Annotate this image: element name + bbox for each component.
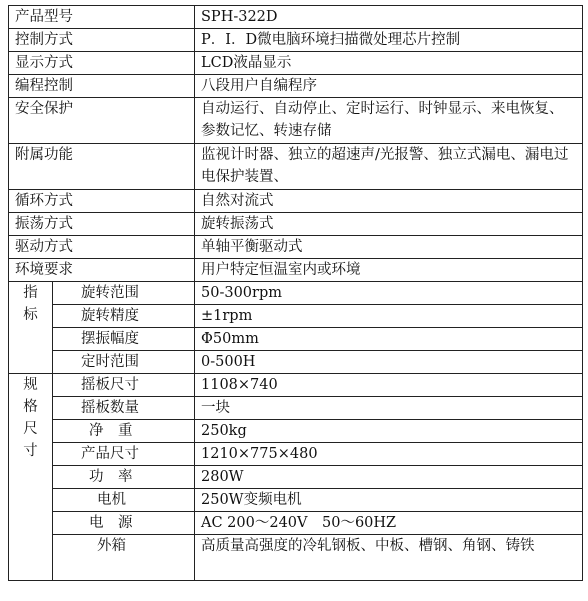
group-label-char: 指 — [23, 285, 38, 301]
row-label: 驱动方式 — [9, 236, 195, 259]
spec-table — [8, 5, 583, 581]
row-label: 摇板尺寸 — [53, 374, 195, 397]
table-row — [9, 374, 583, 397]
row-label: 外箱 — [53, 535, 195, 581]
row-label: 电机 — [53, 489, 195, 512]
table-row — [9, 190, 583, 213]
table-row — [9, 305, 583, 328]
specs-group-label — [9, 374, 53, 581]
row-value: ±1rpm — [195, 305, 583, 328]
row-label: 电 源 — [53, 512, 195, 535]
row-label: 附属功能 — [9, 144, 195, 190]
table-row — [9, 489, 583, 512]
group-label-char: 尺 — [23, 421, 38, 437]
row-value: 用户特定恒温室内或环境 — [195, 259, 583, 282]
row-label: 循环方式 — [9, 190, 195, 213]
row-label: 安全保护 — [9, 98, 195, 144]
row-label: 旋转精度 — [53, 305, 195, 328]
row-label: 净 重 — [53, 420, 195, 443]
table-row — [9, 236, 583, 259]
table-row — [9, 535, 583, 581]
table-row — [9, 443, 583, 466]
row-label: 产品型号 — [9, 6, 195, 29]
row-label: 摇板数量 — [53, 397, 195, 420]
row-value: 1108×740 — [195, 374, 583, 397]
row-value: 八段用户自编程序 — [195, 75, 583, 98]
table-row — [9, 75, 583, 98]
group-label-char: 寸 — [23, 443, 38, 459]
table-row — [9, 282, 583, 305]
table-row — [9, 351, 583, 374]
row-label: 控制方式 — [9, 29, 195, 52]
row-value: 250W变频电机 — [195, 489, 583, 512]
row-label: 编程控制 — [9, 75, 195, 98]
row-label: 振荡方式 — [9, 213, 195, 236]
indicators-group-label — [9, 282, 53, 374]
row-value: LCD液晶显示 — [195, 52, 583, 75]
row-value: 1210×775×480 — [195, 443, 583, 466]
row-value: AC 200～240V 50～60HZ — [195, 512, 583, 535]
row-value: 0-500H — [195, 351, 583, 374]
table-row — [9, 6, 583, 29]
row-value: 高质量高强度的冷轧钢板、中板、槽钢、角钢、铸铁 — [195, 535, 583, 581]
row-value: 自然对流式 — [195, 190, 583, 213]
row-value: P．I．D微电脑环境扫描微处理芯片控制 — [195, 29, 583, 52]
row-value: 旋转振荡式 — [195, 213, 583, 236]
table-row — [9, 144, 583, 190]
row-value: 280W — [195, 466, 583, 489]
row-value: 一块 — [195, 397, 583, 420]
group-label-char: 规 — [23, 377, 38, 393]
row-label: 显示方式 — [9, 52, 195, 75]
table-row — [9, 213, 583, 236]
row-label: 功 率 — [53, 466, 195, 489]
row-label: 定时范围 — [53, 351, 195, 374]
row-value: 监视计时器、独立的超速声/光报警、独立式漏电、漏电过电保护装置、 — [195, 144, 583, 190]
table-row — [9, 259, 583, 282]
table-row — [9, 328, 583, 351]
table-row — [9, 29, 583, 52]
row-label: 环境要求 — [9, 259, 195, 282]
row-value: 250kg — [195, 420, 583, 443]
row-value: 单轴平衡驱动式 — [195, 236, 583, 259]
row-label: 产品尺寸 — [53, 443, 195, 466]
row-label: 旋转范围 — [53, 282, 195, 305]
row-value: SPH-322D — [195, 6, 583, 29]
group-label-char: 标 — [23, 307, 38, 323]
row-value: Φ50mm — [195, 328, 583, 351]
table-row — [9, 420, 583, 443]
table-row — [9, 52, 583, 75]
group-label-char: 格 — [23, 399, 38, 415]
table-row — [9, 397, 583, 420]
row-value: 自动运行、自动停止、定时运行、时钟显示、来电恢复、参数记忆、转速存储 — [195, 98, 583, 144]
row-value: 50-300rpm — [195, 282, 583, 305]
table-row — [9, 98, 583, 144]
row-label: 摆振幅度 — [53, 328, 195, 351]
spec-table-container — [8, 5, 583, 581]
table-row — [9, 466, 583, 489]
table-row — [9, 512, 583, 535]
